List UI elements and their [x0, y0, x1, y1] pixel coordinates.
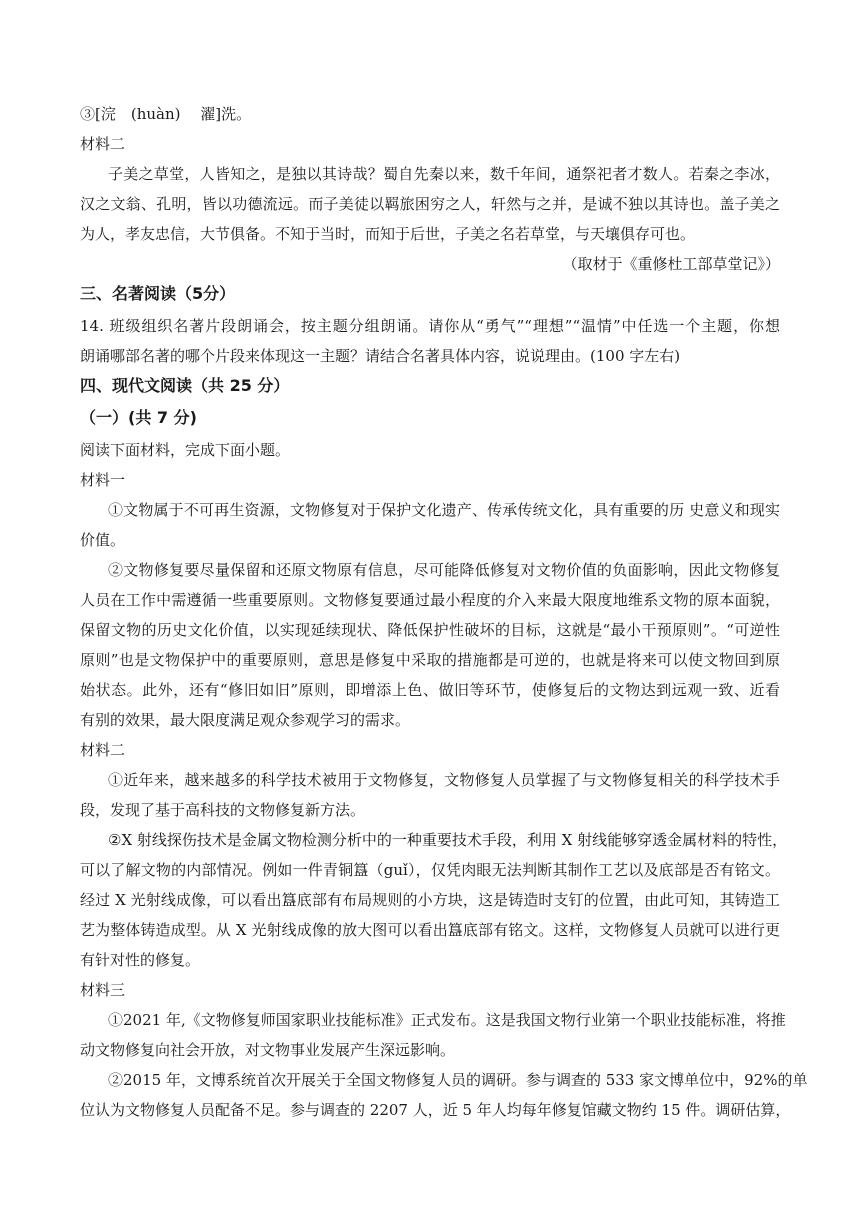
paragraph-line: 原则”也是文物保护中的重要原则，意思是修复中采取的措施都是可逆的，也就是将来可以使文物回到原 — [80, 651, 780, 669]
source-citation: （取材于《重修杜工部草堂记》） — [562, 255, 780, 273]
paragraph-line: 可以了解文物的内部情况。例如一件青铜簋（guǐ），仅凭肉眼无法判断其制作工艺以及底部是否有铭文。 — [80, 861, 780, 879]
paragraph-line: ②文物修复要尽量保留和还原文物原有信息，尽可能降低修复对文物价值的负面影响，因此文物修复 — [108, 561, 780, 579]
paragraph-line: 人员在工作中需遵循一些重要原则。文物修复要通过最小程度的介入来最大限度地维系文物的原本面貌， — [80, 591, 780, 609]
section-heading: 四、现代文阅读（共 25 分） — [80, 376, 290, 395]
section-heading: 三、名著阅读（5分） — [80, 284, 236, 303]
material-heading: 材料三 — [80, 981, 126, 999]
paragraph-line: 经过 X 光射线成像，可以看出簋底部有布局规则的小方块，这是铸造时支钉的位置，由此可知，其铸造工 — [80, 891, 780, 909]
paragraph-line: 始状态。此外，还有“修旧如旧”原则，即增添上色、做旧等环节，使修复后的文物达到远观一致、近看 — [80, 681, 780, 699]
paragraph-line: 艺为整体铸造成型。从 X 光射线成像的放大图可以看出簋底部有铭文。这样，文物修复人员就可以进行更 — [80, 921, 780, 939]
material-heading: 材料二 — [80, 135, 126, 153]
paragraph-line: 为人，孝友忠信，大节俱备。不知于当时，而知于后世，子美之名若草堂，与天壤俱存可也。 — [80, 225, 696, 243]
question-line: 朗诵哪部名著的哪个片段来体现这一主题？请结合名著具体内容，说说理由。(100 字左右) — [80, 347, 681, 365]
paragraph-line: ①近年来，越来越多的科学技术被用于文物修复，文物修复人员掌握了与文物修复相关的科学技术手 — [108, 771, 780, 789]
paragraph-line: 子美之草堂，人皆知之，是独以其诗哉？蜀自先秦以来，数千年间，通祭祀者才数人。若秦之李冰， — [108, 165, 780, 183]
paragraph-line: 段，发现了基于高科技的文物修复新方法。 — [80, 801, 366, 819]
paragraph-line: 动文物修复向社会开放，对文物事业发展产生深远影响。 — [80, 1041, 456, 1059]
paragraph-line: 价值。 — [80, 531, 126, 549]
question-line: 14. 班级组织名著片段朗诵会，按主题分组朗诵。请你从“勇气”“理想”“温情”中任选一个主题，你想 — [80, 317, 780, 335]
paragraph-line: 保留文物的历史文化价值，以实现延续现状、降低保护性破坏的目标，这就是“最小干预原则”。“可逆性 — [80, 621, 780, 639]
paragraph-line: ①2021 年,《文物修复师国家职业技能标准》正式发布。这是我国文物行业第一个职业技能标准，将推 — [108, 1011, 786, 1029]
paragraph-line: ②X 射线探伤技术是金属文物检测分析中的一种重要技术手段，利用 X 射线能够穿透金属材料的特性， — [108, 831, 788, 849]
paragraph-line: ①文物属于不可再生资源，文物修复对于保护文化遗产、传承传统文化，具有重要的历 史意义和现实 — [108, 501, 780, 519]
subsection-heading: （一）(共 7 分) — [80, 408, 197, 427]
paragraph-line: 汉之文翁、孔明，皆以功德流远。而子美徒以羁旅困穷之人，轩然与之并，是诚不独以其诗也。盖子美之 — [80, 195, 780, 213]
annotation-line: ③[浣 (huàn) 濯]洗。 — [80, 105, 252, 123]
paragraph-line: 有别的效果，最大限度满足观众参观学习的需求。 — [80, 711, 411, 729]
material-heading: 材料一 — [80, 471, 126, 489]
paragraph-line: 有针对性的修复。 — [80, 951, 201, 969]
material-heading: 材料二 — [80, 741, 126, 759]
paragraph-line: ②2015 年，文博系统首次开展关于全国文物修复人员的调研。参与调查的 533 家文博单位中，92%的单 — [108, 1071, 808, 1089]
paragraph-line: 位认为文物修复人员配备不足。参与调查的 2207 人，近 5 年人均每年修复馆藏文物约 15 件。调研估算， — [80, 1101, 791, 1119]
instruction-line: 阅读下面材料，完成下面小题。 — [80, 441, 291, 459]
